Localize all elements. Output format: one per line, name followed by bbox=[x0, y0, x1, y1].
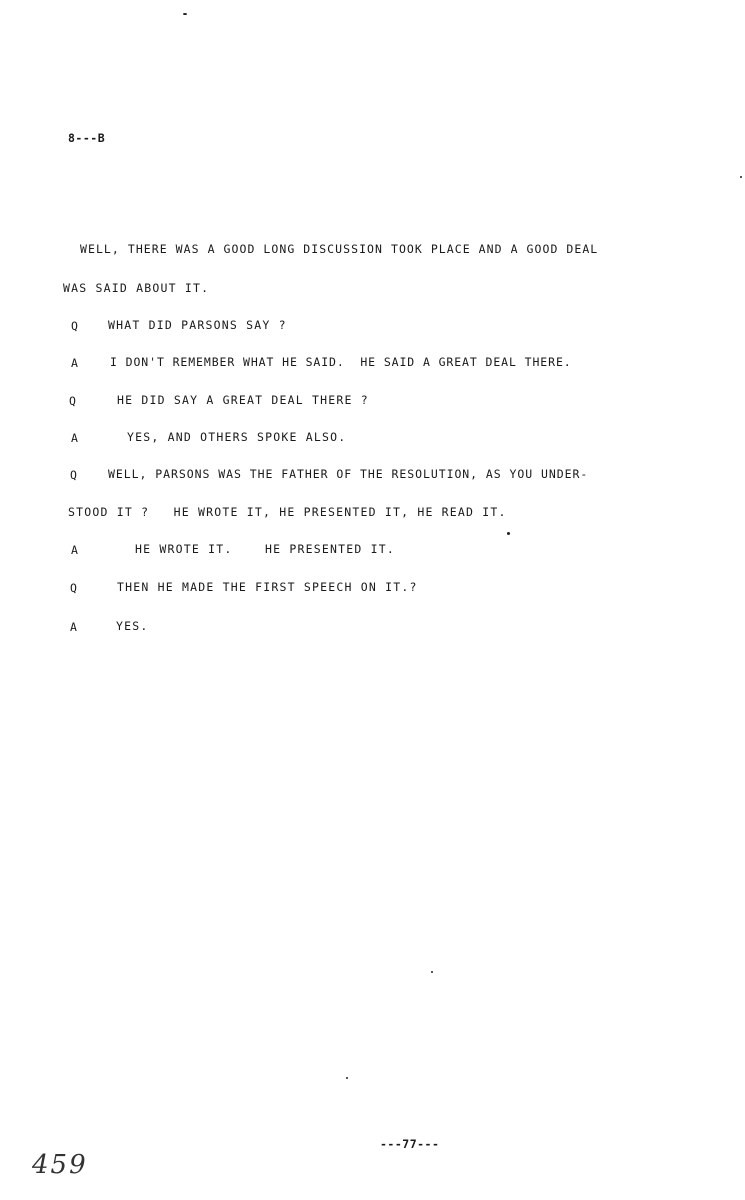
speaker-label: A bbox=[70, 620, 77, 634]
exchange-text: HE DID SAY A GREAT DEAL THERE ? bbox=[117, 393, 369, 407]
exchange-text: HE WROTE IT. HE PRESENTED IT. bbox=[135, 542, 395, 556]
exchange-text: YES. bbox=[116, 619, 149, 633]
page-number: ---77--- bbox=[380, 1137, 440, 1151]
speaker-label: A bbox=[71, 431, 78, 445]
speaker-label: Q bbox=[70, 581, 77, 595]
page-header-mark: 8---B bbox=[68, 131, 106, 145]
exchange-text: STOOD IT ? HE WROTE IT, HE PRESENTED IT, HE READ IT. bbox=[68, 505, 507, 519]
speaker-label: Q bbox=[70, 468, 77, 482]
speaker-label: A bbox=[71, 356, 78, 370]
paragraph-line-1: WELL, THERE WAS A GOOD LONG DISCUSSION TOOK PLACE AND A GOOD DEAL bbox=[80, 242, 599, 256]
scan-speck bbox=[740, 176, 742, 178]
paragraph-line-2: WAS SAID ABOUT IT. bbox=[63, 281, 210, 295]
exchange-text: WELL, PARSONS WAS THE FATHER OF THE RESOLUTION, AS YOU UNDER- bbox=[108, 467, 589, 481]
exchange-text: I DON'T REMEMBER WHAT HE SAID. HE SAID A GREAT DEAL THERE. bbox=[110, 355, 572, 369]
exchange-text: YES, AND OTHERS SPOKE ALSO. bbox=[127, 430, 347, 444]
scan-speck bbox=[507, 532, 510, 535]
scan-speck bbox=[183, 13, 187, 15]
scan-speck bbox=[346, 1077, 348, 1079]
scan-speck bbox=[431, 971, 433, 973]
speaker-label: Q bbox=[69, 394, 76, 408]
exchange-text: THEN HE MADE THE FIRST SPEECH ON IT.? bbox=[117, 580, 418, 594]
exchange-text: WHAT DID PARSONS SAY ? bbox=[108, 318, 287, 332]
speaker-label: A bbox=[71, 543, 78, 557]
handwritten-margin-number: 459 bbox=[32, 1150, 88, 1180]
speaker-label: Q bbox=[71, 319, 78, 333]
